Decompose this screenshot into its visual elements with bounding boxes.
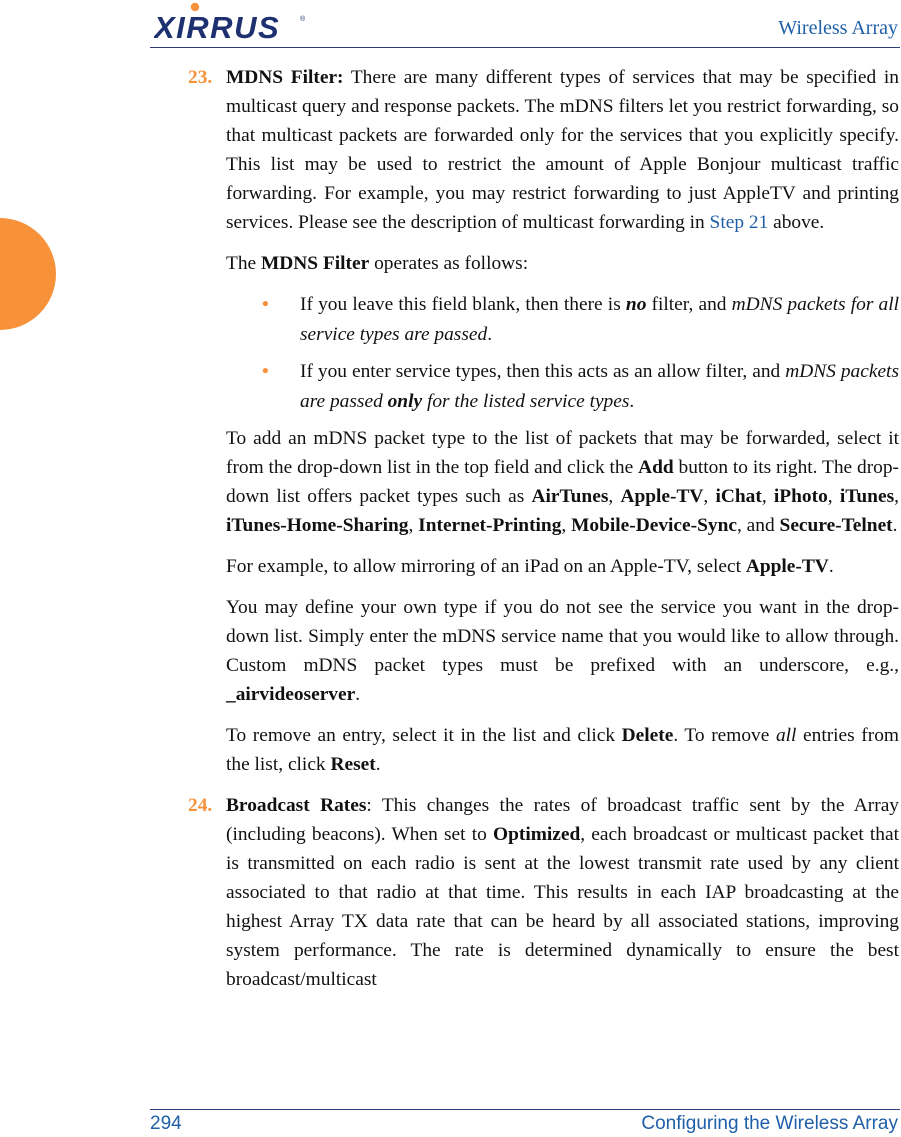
bullet-item: • If you leave this field blank, then there is no filter, and mDNS packets for all service types are passed. — [300, 290, 899, 350]
logo-wordmark: XIRRUS — [154, 10, 281, 42]
example-paragraph: For example, to allow mirroring of an iPad on an Apple-TV, select Apple-TV. — [226, 556, 834, 577]
page-number: 294 — [150, 1113, 182, 1134]
step-text: There are many different types of services that may be specified in multicast query and response packets. The mDNS filters let you restrict forwarding, so that multicast packets are forwarded only for the services that you explicitly specify. This list may be used to restrict the amount of Apple Bonjour multicast traffic forwarding. For example, you may restrict forwarding to just AppleTV and printing services. Please see the description of multicast forwarding in — [226, 67, 899, 233]
bullet-icon: • — [262, 294, 269, 315]
step-number: 23. — [188, 67, 213, 88]
footer-chapter-title: Configuring the Wireless Array — [641, 1113, 898, 1134]
filter-intro: The MDNS Filter operates as follows: — [226, 253, 529, 274]
header-rule — [150, 47, 900, 48]
svg-text:®: ® — [300, 16, 306, 23]
filter-bullet-list — [226, 290, 899, 417]
page-body — [188, 63, 900, 1006]
step-21-link[interactable]: Step 21 — [709, 212, 769, 233]
xirrus-logo — [154, 2, 306, 42]
custom-type-paragraph: You may define your own type if you do not see the service you want in the drop-down list. Simply enter the mDNS service name that you would like to allow through. Custom mDNS packet types must be prefixed with an underscore, e.g., _airvideoserver. — [226, 597, 899, 705]
step-term: MDNS Filter: — [226, 67, 344, 88]
running-title: Wireless Array — [778, 17, 898, 39]
step-24: 24. Broadcast Rates: This changes the rates of broadcast traffic sent by the Array (including beacons). When set to Optimized, each broadcast or multicast packet that is transmitted on each radio is sent at the lowest transmit rate used by any client associated to that radio at that time. This results in each IAP broadcasting at the highest Array TX data rate that can be heard by all associated stations, improving system performance. The rate is determined dynamically to ensure the best broadcast/multicast — [226, 791, 899, 994]
bullet-item: • If you enter service types, then this acts as an allow filter, and mDNS packets are passed only for the listed service types. — [300, 357, 899, 417]
add-paragraph: To add an mDNS packet type to the list of packets that may be forwarded, select it from the drop-down list in the top field and click the Add button to its right. The drop-down list offers packet types such as AirTunes, Apple-TV, iChat, iPhoto, iTunes, iTunes-Home-Sharing, Internet-Printing, Mobile-Device-Sync, and Secure-Telnet. — [226, 428, 900, 536]
step-number: 24. — [188, 795, 213, 816]
chapter-tab-marker — [0, 218, 56, 330]
step-23 — [188, 63, 899, 237]
step-text: above. — [768, 212, 825, 233]
bullet-icon: • — [262, 361, 269, 382]
step-term: Broadcast Rates — [226, 795, 367, 816]
remove-paragraph: To remove an entry, select it in the list and click Delete. To remove all entries from the list, click Reset. — [226, 725, 899, 775]
page-header — [150, 0, 900, 46]
footer-rule — [150, 1109, 900, 1110]
xirrus-logo-graphic — [154, 2, 306, 42]
